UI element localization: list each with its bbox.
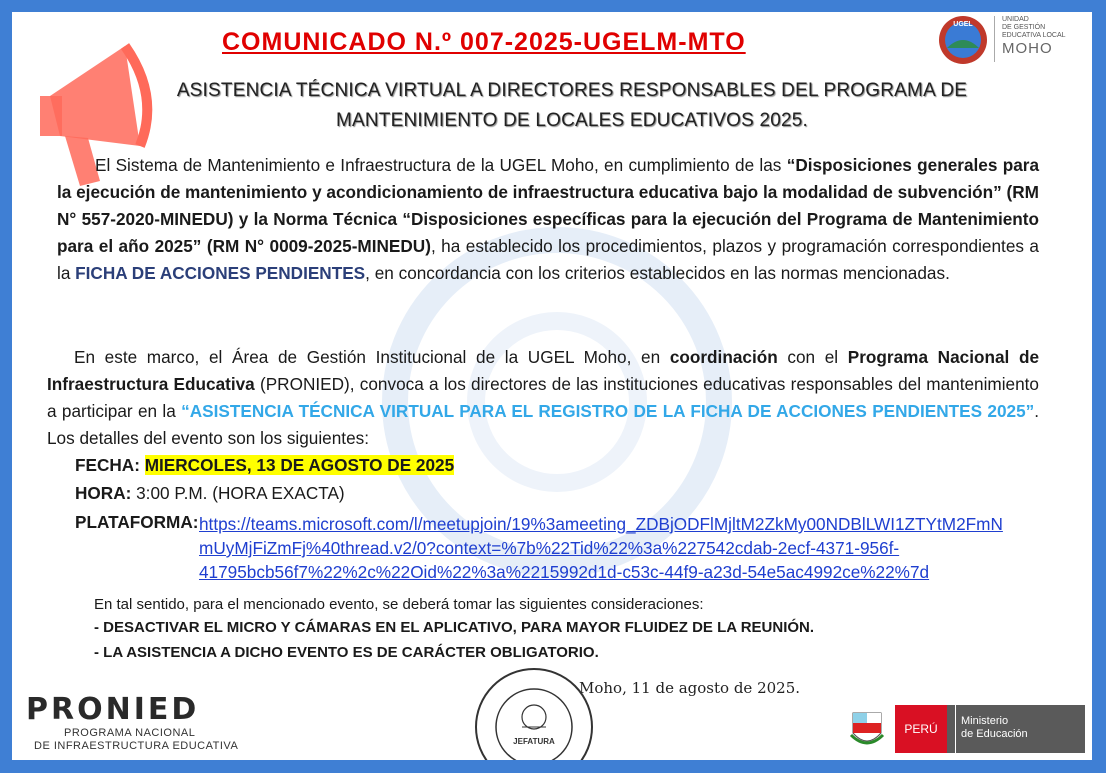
p1-text-2: , ha establecido los procedimientos, plazos y programación correspondientes a la xyxy=(57,236,1039,283)
pronied-sub-1: PROGRAMA NACIONAL xyxy=(64,727,196,739)
fecha-label: FECHA: xyxy=(75,455,145,475)
p2-event-name: “ASISTENCIA TÉCNICA VIRTUAL PARA EL REGISTRO DE LA FICHA DE ACCIONES PENDIENTES 2025” xyxy=(181,401,1035,421)
subtitle-line-1: ASISTENCIA TÉCNICA VIRTUAL A DIRECTORES RESPONSABLES DEL PROGRAMA DE xyxy=(176,80,968,101)
p2-text-4: . Los detalles del evento son los siguientes: xyxy=(47,401,1040,448)
consideration-item-2: - LA ASISTENCIA A DICHO EVENTO ES DE CARÁCTER OBLIGATORIO. xyxy=(94,644,599,661)
p1-bold-norms: “Disposiciones generales para la ejecución de mantenimiento y acondicionamiento de infraestructura educativa bajo la modalidad de subvención” (RM N° 557-2020-MINEDU) y la Norma Técnica “Disposiciones específicas para la ejecución del Programa de Mantenimiento para el año 2025” (RM N° 0009-2025-MINEDU) xyxy=(57,155,1040,256)
ugel-text xyxy=(1002,16,1066,40)
ministry-line-2: de Educación xyxy=(961,728,1028,740)
p2-bold-programa: Programa Nacional de Infraestructura Educativa xyxy=(47,347,1040,394)
p1-text-1: El Sistema de Mantenimiento e Infraestructura de la UGEL Moho, en cumplimiento de las xyxy=(95,155,787,175)
p2-text-3: (PRONIED), convoca a los directores de las instituciones educativas responsables del mantenimiento a participar en la xyxy=(47,374,1039,421)
ugel-line-1: UNIDAD xyxy=(1002,16,1029,23)
p2-bold-coordinacion: coordinación xyxy=(669,347,778,367)
pronied-name: PRONIED xyxy=(26,692,200,727)
p1-text-3: , en concordancia con los criterios establecidos en las normas mencionadas. xyxy=(365,263,950,283)
link-line-1[interactable]: https://teams.microsoft.com/l/meetupjoin/19%3ameeting_ZDBjODFlMjltM2ZkMy00NDBlLWI1ZTYtM2FmN xyxy=(199,514,1003,534)
teams-meeting-link[interactable] xyxy=(199,512,1039,584)
pronied-sub-2: DE INFRAESTRUCTURA EDUCATIVA xyxy=(34,740,239,752)
plataforma-label: PLATAFORMA: xyxy=(75,512,199,532)
ugel-seal-icon xyxy=(937,14,989,66)
communique-title: COMUNICADO N.º 007-2025-UGELM-MTO xyxy=(222,28,746,56)
ministry-line-1: Ministerio xyxy=(961,715,1009,727)
detail-fecha xyxy=(75,455,454,476)
stamp-center-text: JEFATURA xyxy=(513,737,555,746)
date-line: Moho, 11 de agosto de 2025. xyxy=(579,679,801,697)
considerations-intro: En tal sentido, para el mencionado evento, se deberá tomar las siguientes consideraciones: xyxy=(94,596,704,613)
document-page xyxy=(12,12,1092,760)
ministry-badge xyxy=(947,705,1085,753)
fecha-value: MIERCOLES, 13 DE AGOSTO DE 2025 xyxy=(144,455,455,475)
consideration-item-1: - DESACTIVAR EL MICRO Y CÁMARAS EN EL APLICATIVO, PARA MAYOR FLUIDEZ DE LA REUNIÓN. xyxy=(94,619,815,636)
p2-text-1: En este marco, el Área de Gestión Institucional de la UGEL Moho, en xyxy=(74,347,670,367)
minedu-logo xyxy=(847,705,1087,753)
link-line-3[interactable]: 41795bcb56f7%22%2c%22Oid%22%3a%2215992d1d-c53c-44f9-a23d-54e5ac4992ce%22%7d xyxy=(199,562,930,582)
peru-badge xyxy=(895,705,947,753)
pronied-logo xyxy=(26,692,238,753)
ugel-badge-text: UGEL xyxy=(953,21,973,28)
paragraph-2 xyxy=(47,344,1039,452)
official-stamp xyxy=(469,662,599,760)
paragraph-1 xyxy=(57,152,1039,287)
detail-hora xyxy=(75,483,345,504)
ugel-line-3: EDUCATIVA LOCAL xyxy=(1002,32,1066,39)
communique-subtitle xyxy=(162,76,982,136)
hora-value: 3:00 P.M. (HORA EXACTA) xyxy=(136,483,345,503)
p1-ficha-label: FICHA DE ACCIONES PENDIENTES xyxy=(75,263,366,283)
peru-coat-of-arms-icon xyxy=(847,705,887,753)
peru-label: PERÚ xyxy=(904,722,938,736)
subtitle-line-2: MANTENIMIENTO DE LOCALES EDUCATIVOS 2025. xyxy=(335,110,809,131)
hora-label: HORA: xyxy=(75,483,137,503)
link-line-2[interactable]: mUyMjFiZmFj%40thread.v2/0?context=%7b%22Tid%22%3a%227542cdab-2ecf-4371-956f- xyxy=(199,538,900,558)
ugel-line-2: DE GESTIÓN xyxy=(1002,24,1046,31)
detail-plataforma xyxy=(75,512,198,533)
p2-text-2: con el xyxy=(777,347,848,367)
ugel-moho-name: MOHO xyxy=(1002,40,1053,57)
